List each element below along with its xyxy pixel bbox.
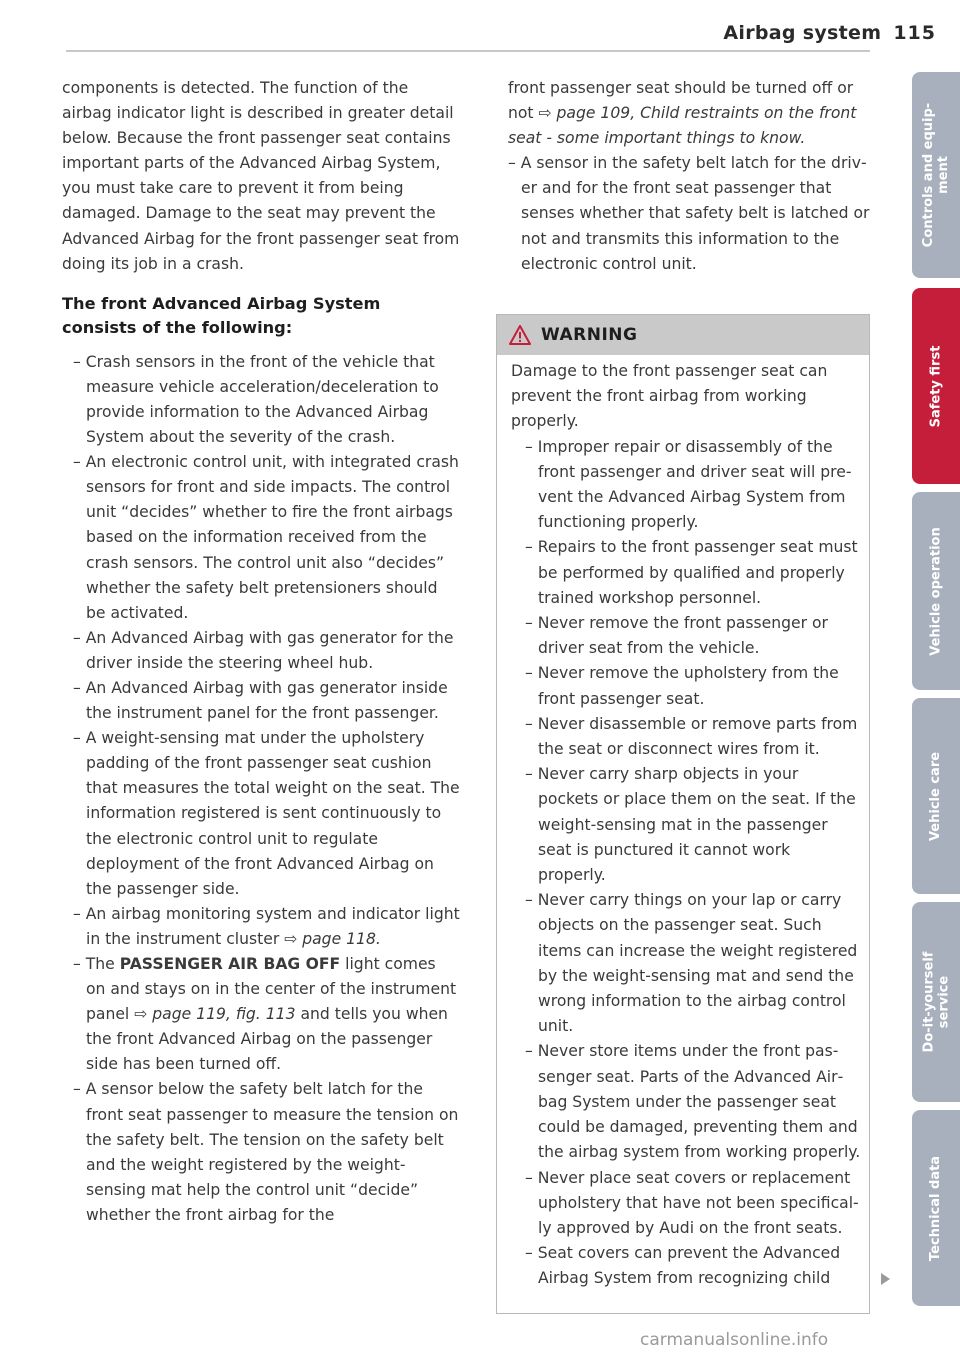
tab-controls-and-equipment[interactable]: Controls and equip- ment <box>912 72 960 278</box>
tab-vehicle-care[interactable]: Vehicle care <box>912 698 960 894</box>
indicator-name: PASSENGER AIR BAG OFF <box>119 955 341 973</box>
page-number: 115 <box>893 22 936 44</box>
page-reference-link[interactable]: ⇨ page 119, fig. 113 <box>134 1005 296 1024</box>
warning-item: – Never remove the upholstery from the front passenger seat. <box>525 664 839 708</box>
list-item: – An Advanced Airbag with gas generator inside the instrument panel for the front passenger. <box>73 678 448 723</box>
tab-technical-data[interactable]: Technical data <box>912 1110 960 1306</box>
page-reference-link[interactable]: ⇨ page 109, Child restraints on the front seat - some important things to know. <box>508 104 857 148</box>
warning-item: – Never store items under the front passenger seat. Parts of the Advanced Airbag System under the passenger seat could be damaged, preventing them and the airbag system from working properly. <box>525 1042 861 1162</box>
list-item: – A sensor below the safety belt latch for the front seat passenger to measure the tension on the safety belt. The tension on the safety belt and the weight registered by the weight-sensing mat help the control unit “decide” whether the front airbag for the <box>73 1080 459 1224</box>
warning-triangle-icon <box>509 325 531 345</box>
list-item: – A sensor in the safety belt latch for the driver and for the front seat passenger that senses whether that safety belt is latched or not and transmits this information to the electronic control unit. <box>508 154 870 273</box>
continued-paragraph: front passenger seat should be turned off or not ⇨ page 109, Child restraints on the front seat - some important things to know. <box>508 79 857 148</box>
warning-item: – Never carry things on your lap or carry objects on the passenger seat. Such items can increase the weight registered by the weight-sensing mat and send the wrong information to the airbag control unit. <box>525 891 858 1036</box>
right-column <box>497 76 875 277</box>
watermark: carmanualsonline.info <box>640 1330 829 1350</box>
warning-item: – Improper repair or disassembly of the front passenger and driver seat will prevent the Advanced Airbag System from functioning properly. <box>525 437 852 532</box>
list-item-monitor: – An airbag monitoring system and indicator light in the instrument cluster ⇨ page 118. <box>73 904 460 948</box>
warning-body <box>511 359 861 1292</box>
page-header <box>500 22 936 48</box>
section-title: Airbag system <box>723 22 882 44</box>
subheading: The front Advanced Airbag System consists of the following: <box>62 293 381 337</box>
warning-box <box>496 314 870 1314</box>
list-item: – An electronic control unit, with integrated crash sensors for front and side impacts. The control unit “decides” whether to fire the front airbags based on the information received from the crash sensors. The control unit also “decides” whether the safety belt pretensioners should be activated. <box>73 453 459 622</box>
list-item: – An Advanced Airbag with gas generator for the driver inside the steering wheel hub. <box>73 628 454 672</box>
list-item-passenger-airbag-off: – The PASSENGER AIR BAG OFF light comes on and stays on in the center of the instrument panel ⇨ page 119, fig. 113 and tells you when the front Advanced Airbag on the passenger side has been turned off. <box>73 955 457 1074</box>
tab-vehicle-operation[interactable]: Vehicle operation <box>912 492 960 690</box>
warning-item: – Never carry sharp objects in your pockets or place them on the seat. If the weight-sensing mat in the passenger seat is punctured it cannot work properly. <box>525 765 856 885</box>
tab-safety-first[interactable]: Safety first <box>912 288 960 484</box>
continued-arrow-icon <box>881 1273 890 1285</box>
list-item: – Crash sensors in the front of the vehicle that measure vehicle acceleration/deceleration to provide information to the Advanced Airbag System about the severity of the crash. <box>73 352 439 447</box>
warning-item: – Repairs to the front passenger seat must be performed by qualified and properly trained workshop personnel. <box>525 538 858 607</box>
header-rule <box>66 50 870 52</box>
page-reference-link[interactable]: ⇨ page 118. <box>284 929 381 948</box>
intro-paragraph: components is detected. The function of the airbag indicator light is described in greater detail below. Because the front passenger seat contains important parts of the Advanced Airbag System, you must take care to prevent it from being damaged. Damage to the seat may prevent the Advanced Airbag for the front passenger seat from doing its job in a crash. <box>62 79 460 273</box>
warning-item: – Seat covers can prevent the Advanced Airbag System from recognizing child <box>525 1244 841 1288</box>
left-column <box>62 76 460 1228</box>
tab-do-it-yourself-service[interactable]: Do-it-yourself service <box>912 902 960 1102</box>
warning-item: – Never place seat covers or replacement upholstery that have not been specifically approved by Audi on the front seats. <box>525 1168 859 1237</box>
warning-header <box>497 315 869 355</box>
warning-intro: Damage to the front passenger seat can prevent the front airbag from working properly. <box>511 362 828 431</box>
list-item: – A weight-sensing mat under the upholstery padding of the front passenger seat cushion that measures the total weight on the seat. The information registered is sent continuously to the electronic control unit to regulate deployment of the front Advanced Airbag on the passenger side. <box>73 729 460 898</box>
warning-item: – Never remove the front passenger or driver seat from the vehicle. <box>525 614 828 658</box>
warning-title: WARNING <box>541 325 638 345</box>
warning-item: – Never disassemble or remove parts from the seat or disconnect wires from it. <box>525 714 858 759</box>
